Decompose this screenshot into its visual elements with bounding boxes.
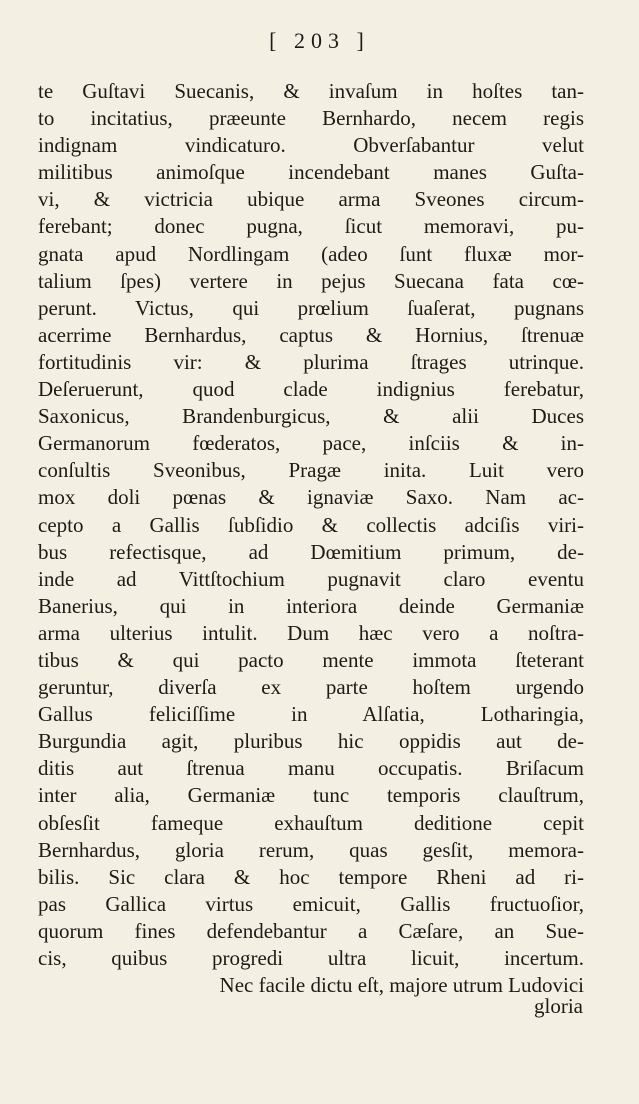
text-line: perunt. Victus, qui prœlium ſuaſerat, pugnans [38, 295, 584, 320]
text-line: arma ulterius intulit. Dum hæc vero a noſtra- [38, 620, 584, 645]
text-line: Gallus feliciſſime in Alſatia, Lotharingia, [38, 702, 584, 727]
text-line: bus refectisque, ad Dœmitium primum, de- [38, 539, 584, 564]
text-line: te Guſtavi Suecanis, & invaſum in hoſtes tan- [38, 79, 584, 103]
text-line: Banerius, qui in interiora deinde Germaniæ [38, 593, 584, 618]
text-line: ferebant; donec pugna, ſicut memoravi, pu- [38, 214, 584, 239]
text-line: tibus & qui pacto mente immota ſteterant [38, 647, 584, 672]
catchword: gloria [534, 994, 583, 1018]
text-line: gnata apud Nordlingam (adeo ſunt fluxæ mor- [38, 241, 584, 266]
text-line: fortitudinis vir: & plurima ſtrages utrinque. [38, 349, 584, 374]
text-line: quorum fines defendebantur a Cæſare, an Sue- [38, 918, 584, 943]
text-line: militibus animoſque incendebant manes Guſta- [38, 160, 584, 185]
text-line: conſultis Sveonibus, Pragæ inita. Luit vero [38, 458, 584, 483]
text-line: Germanorum fœderatos, pace, inſciis & in- [38, 431, 584, 456]
text-line: obſesſit fameque exhauſtum deditione cepit [38, 810, 584, 835]
text-line: ditis aut ſtrenua manu occupatis. Briſacum [38, 756, 584, 781]
text-line: geruntur, diverſa ex parte hoſtem urgendo [38, 675, 584, 700]
text-line: cis, quibus progredi ultra licuit, incertum. [38, 946, 584, 970]
text-line: Deſeruerunt, quod clade indignius ferebatur, [38, 377, 584, 402]
text-line: inter alia, Germaniæ tunc temporis clauſtrum, [38, 783, 584, 808]
text-line: pas Gallica virtus emicuit, Gallis fructuoſior, [38, 891, 584, 916]
text-line: talium ſpes) vertere in pejus Suecana fata cœ- [38, 268, 584, 293]
text-line: acerrime Bernhardus, captus & Hornius, ſtrenuæ [38, 322, 584, 347]
text-line: vi, & victricia ubique arma Sveones circum- [38, 187, 584, 212]
text-line: to incitatius, præeunte Bernhardo, necem regis [38, 106, 584, 131]
text-line: mox doli pœnas & ignaviæ Saxo. Nam ac- [38, 485, 584, 510]
text-line: cepto a Gallis ſubſidio & collectis adciſis viri- [38, 512, 584, 537]
body-text [38, 78, 584, 999]
text-line: Saxonicus, Brandenburgicus, & alii Duces [38, 404, 584, 429]
text-line: bilis. Sic clara & hoc tempore Rheni ad ri- [38, 864, 584, 889]
text-line: Burgundia agit, pluribus hic oppidis aut de- [38, 729, 584, 754]
text-line: Nec facile dictu eſt, majore utrum Ludovici [219, 973, 584, 998]
text-line: inde ad Vittſtochium pugnavit claro eventu [38, 566, 584, 591]
text-line: indignam vindicaturo. Obverſabantur velut [38, 133, 584, 158]
page-number-header: [ 203 ] [269, 28, 370, 53]
text-line: Bernhardus, gloria rerum, quas gesſit, memora- [38, 837, 584, 862]
